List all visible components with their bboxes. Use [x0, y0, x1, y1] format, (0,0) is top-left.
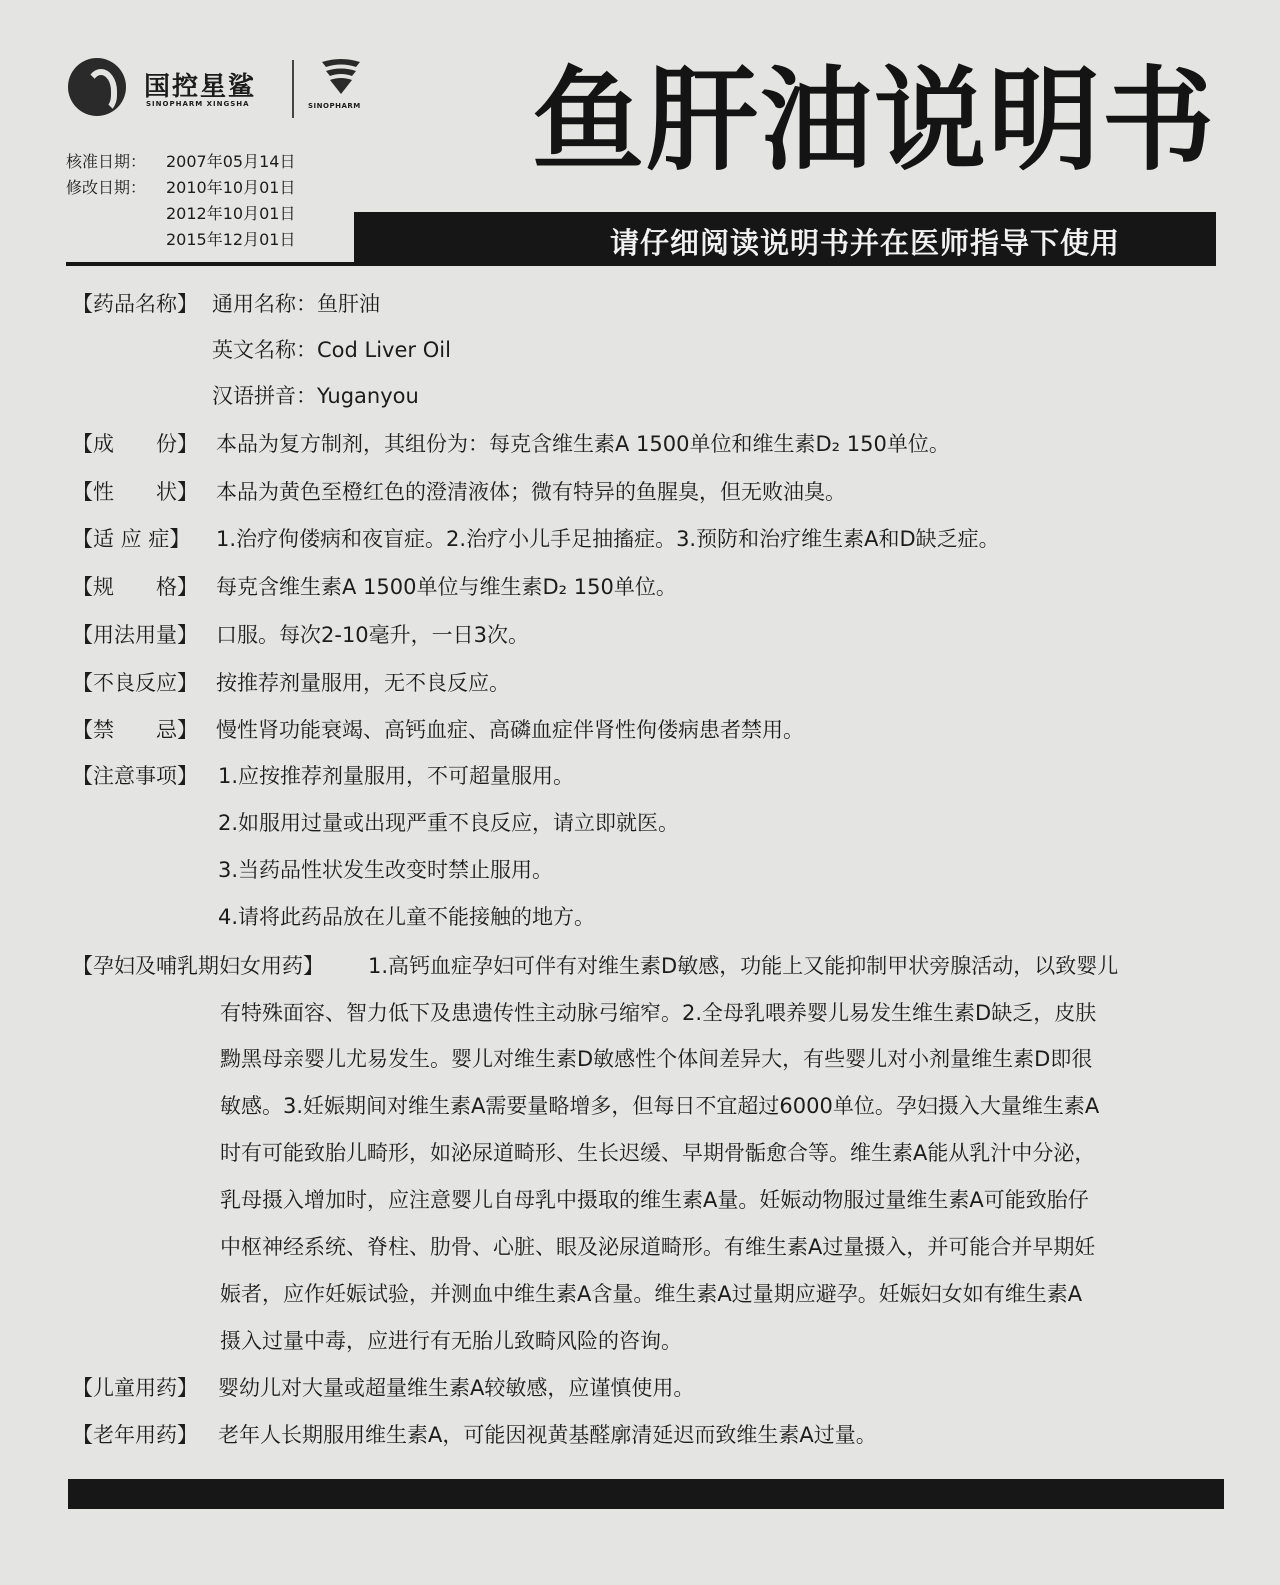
precaution-item: 2.如服用过量或出现严重不良反应，请立即就医。 [218, 811, 680, 835]
footer-rule [68, 1479, 1224, 1509]
section-text: 1.治疗佝偻病和夜盲症。2.治疗小儿手足抽搐症。3.预防和治疗维生素A和D缺乏症。 [216, 527, 1000, 551]
section-label: 【注意事项】 [72, 764, 198, 788]
brand-name-en: SINOPHARM XINGSHA [146, 100, 250, 108]
revision-date: 2012年10月01日 [166, 204, 296, 223]
section-label: 【性 状】 [72, 480, 198, 504]
section-label: 【适 应 症】 [72, 527, 191, 551]
revision-date: 2015年12月01日 [166, 230, 296, 249]
section-text: 婴幼儿对大量或超量维生素A较敏感，应谨慎使用。 [218, 1376, 695, 1400]
paragraph-line: 敏感。3.妊娠期间对维生素A需要量略增多，但每日不宜超过6000单位。孕妇摄入大量维生素A [220, 1094, 1100, 1118]
shark-emblem-icon [68, 58, 126, 116]
section-text: 口服。每次2-10毫升，一日3次。 [216, 623, 530, 647]
section-label: 【药品名称】 [72, 292, 198, 316]
document-title: 鱼肝油说明书 [532, 56, 1216, 186]
section-label: 【规 格】 [72, 575, 198, 599]
brand-name-cn: 国控星鲨 [144, 72, 257, 102]
paragraph-line: 有特殊面容、智力低下及患遗传性主动脉弓缩窄。2.全母乳喂养婴儿易发生维生素D缺乏，皮肤 [220, 1001, 1097, 1025]
paragraph-line: 娠者，应作妊娠试验，并测血中维生素A含量。维生素A过量期应避孕。妊娠妇女如有维生素A [220, 1282, 1083, 1306]
precaution-item: 1.应按推荐剂量服用，不可超量服用。 [218, 764, 575, 788]
section-text: 每克含维生素A 1500单位与维生素D₂ 150单位。 [216, 575, 677, 599]
paragraph-line: 1.高钙血症孕妇可伴有对维生素D敏感，功能上又能抑制甲状旁腺活动，以致婴儿 [368, 954, 1119, 978]
section-text: 本品为黄色至橙红色的澄清液体；微有特异的鱼腥臭，但无败油臭。 [216, 480, 846, 504]
brand2-name-en: SINOPHARM [308, 102, 361, 110]
header-rule [66, 262, 1216, 266]
paragraph-line: 黝黑母亲婴儿尤易发生。婴儿对维生素D敏感性个体间差异大，有些婴儿对小剂量维生素D即很 [220, 1047, 1093, 1071]
paragraph-line: 乳母摄入增加时，应注意婴儿自母乳中摄取的维生素A量。妊娠动物服过量维生素A可能致胎仔 [220, 1188, 1089, 1212]
precaution-item: 4.请将此药品放在儿童不能接触的地方。 [218, 905, 596, 929]
approval-date-label: 核准日期： [66, 152, 147, 171]
section-label: 【儿童用药】 [72, 1376, 198, 1400]
english-name: 英文名称：Cod Liver Oil [212, 338, 451, 362]
pinyin-name: 汉语拼音：Yuganyou [212, 384, 419, 408]
brand-divider [292, 60, 294, 118]
revision-date: 2010年10月01日 [166, 178, 296, 197]
section-text: 慢性肾功能衰竭、高钙血症、高磷血症伴肾性佝偻病患者禁用。 [216, 718, 804, 742]
section-label: 【不良反应】 [72, 671, 198, 695]
paragraph-line: 摄入过量中毒，应进行有无胎儿致畸风险的咨询。 [220, 1329, 682, 1353]
precaution-item: 3.当药品性状发生改变时禁止服用。 [218, 858, 554, 882]
section-label: 【成 份】 [72, 432, 198, 456]
section-label: 【用法用量】 [72, 623, 198, 647]
sinopharm-logo-icon [316, 56, 366, 96]
section-label: 【禁 忌】 [72, 718, 198, 742]
generic-name: 通用名称：鱼肝油 [212, 292, 380, 316]
section-text: 按推荐剂量服用，无不良反应。 [216, 671, 510, 695]
paragraph-line: 中枢神经系统、脊柱、肋骨、心脏、眼及泌尿道畸形。有维生素A过量摄入，并可能合并早期妊 [220, 1235, 1096, 1259]
section-label: 【孕妇及哺乳期妇女用药】 [72, 954, 324, 978]
section-text: 本品为复方制剂，其组份为：每克含维生素A 1500单位和维生素D₂ 150单位。 [216, 432, 950, 456]
notice-text: 请仔细阅读说明书并在医师指导下使用 [610, 226, 1121, 260]
approval-date: 2007年05月14日 [166, 152, 296, 171]
notice-banner [354, 212, 1216, 264]
section-label: 【老年用药】 [72, 1423, 198, 1447]
revision-date-label: 修改日期： [66, 178, 147, 197]
section-text: 老年人长期服用维生素A，可能因视黄基醛廓清延迟而致维生素A过量。 [218, 1423, 877, 1447]
paragraph-line: 时有可能致胎儿畸形，如泌尿道畸形、生长迟缓、早期骨骺愈合等。维生素A能从乳汁中分泌， [220, 1141, 1096, 1165]
